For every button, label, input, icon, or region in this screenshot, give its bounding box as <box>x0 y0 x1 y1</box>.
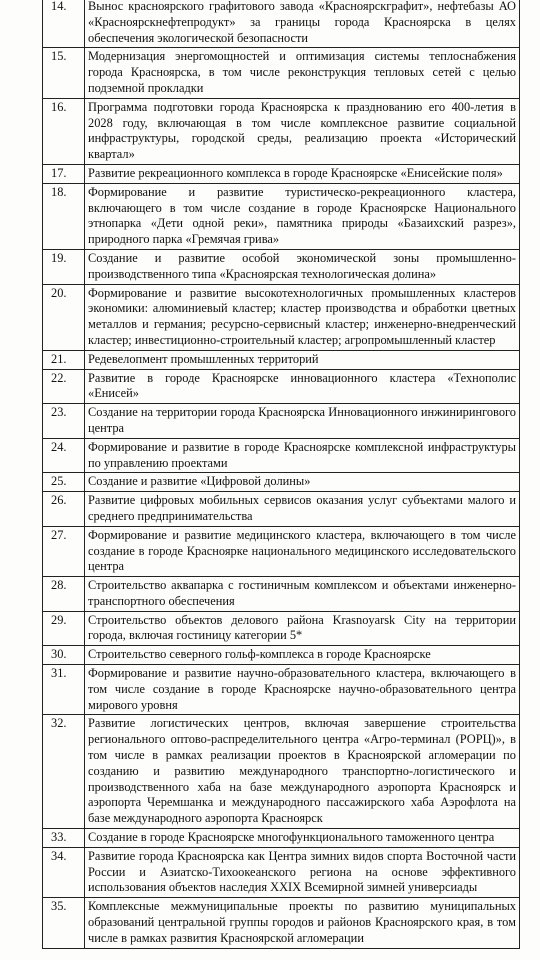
row-number: 19. <box>43 249 85 284</box>
table-row <box>43 665 520 715</box>
table-row <box>43 473 520 492</box>
row-number: 29. <box>43 611 85 646</box>
row-text: Модернизация энергомощностей и оптимизация системы теплоснабжения города Красноярска, в том числе реконструкция тепловых сетей с целью подземной прокладки <box>85 48 520 98</box>
table-row <box>43 847 520 897</box>
row-number: 34. <box>43 847 85 897</box>
row-number: 16. <box>43 98 85 164</box>
row-text: Создание и развитие особой экономической зоны промышленно-производственного типа «Красноярская технологическая долина» <box>85 249 520 284</box>
row-text: Развитие города Красноярска как Центра зимних видов спорта Восточной части России и Азиатско-Тихоокеанского региона на основе эффективного использования объектов наследия XXIX Всемирной зимней универсиады <box>85 847 520 897</box>
row-number: 21. <box>43 350 85 369</box>
table-row <box>43 577 520 612</box>
row-number: 22. <box>43 369 85 404</box>
row-number: 23. <box>43 404 85 439</box>
projects-table-body <box>43 0 520 948</box>
row-text: Редевелопмент промышленных территорий <box>85 350 520 369</box>
table-row <box>43 611 520 646</box>
row-text: Комплексные межмуниципальные проекты по развитию муниципальных образований центральной группы городов и районов Красноярского края, в том числе в рамках развития Красноярской агломерации <box>85 898 520 948</box>
row-number: 17. <box>43 164 85 183</box>
row-text: Формирование и развитие в городе Красноярске комплексной инфраструктуры по управлению проектами <box>85 438 520 473</box>
row-number: 32. <box>43 715 85 829</box>
row-text: Развитие рекреационного комплекса в городе Красноярске «Енисейские поля» <box>85 164 520 183</box>
row-text: Вынос красноярского графитового завода «Красноярскграфит», нефтебазы АО «Красноярскнефтепродукт» за границы города Красноярска в целях обеспечения экологической безопасности <box>85 0 520 48</box>
row-number: 31. <box>43 665 85 715</box>
row-text: Развитие цифровых мобильных сервисов оказания услуг субъектами малого и среднего предпринимательства <box>85 492 520 527</box>
table-row <box>43 183 520 249</box>
table-row <box>43 715 520 829</box>
row-text: Строительство аквапарка с гостиничным комплексом и объектами инженерно-транспортного обеспечения <box>85 577 520 612</box>
row-text: Программа подготовки города Красноярска к празднованию его 400-летия в 2028 году, включающая в том числе комплексное развитие социальной инфраструктуры, городской среды, реализацию проекта «Исторический квартал» <box>85 98 520 164</box>
table-row <box>43 164 520 183</box>
row-text: Создание в городе Красноярске многофункционального таможенного центра <box>85 829 520 848</box>
row-text: Строительство северного гольф-комплекса в городе Красноярске <box>85 646 520 665</box>
table-row <box>43 646 520 665</box>
row-number: 25. <box>43 473 85 492</box>
table-row <box>43 284 520 350</box>
row-number: 30. <box>43 646 85 665</box>
row-number: 18. <box>43 183 85 249</box>
row-number: 35. <box>43 898 85 948</box>
table-row <box>43 438 520 473</box>
row-text: Создание и развитие «Цифровой долины» <box>85 473 520 492</box>
row-number: 26. <box>43 492 85 527</box>
row-number: 20. <box>43 284 85 350</box>
row-text: Формирование и развитие научно-образовательного кластера, включающего в том числе создание в городе Красноярске научно-образовательного центра мирового уровня <box>85 665 520 715</box>
table-row <box>43 350 520 369</box>
table-row <box>43 98 520 164</box>
projects-table <box>42 0 520 949</box>
row-number: 15. <box>43 48 85 98</box>
table-row <box>43 369 520 404</box>
table-row <box>43 898 520 948</box>
row-text: Формирование и развитие медицинского кластера, включающего в том числе создание в городе Красноярке национального медицинского исследовательского центра <box>85 526 520 576</box>
row-number: 28. <box>43 577 85 612</box>
table-row <box>43 0 520 48</box>
table-row <box>43 404 520 439</box>
table-row <box>43 249 520 284</box>
table-row <box>43 526 520 576</box>
table-row <box>43 492 520 527</box>
row-number: 24. <box>43 438 85 473</box>
row-number: 27. <box>43 526 85 576</box>
row-number: 33. <box>43 829 85 848</box>
table-row <box>43 48 520 98</box>
row-text: Развитие логистических центров, включая завершение строительства регионального оптово-распределительного центра «Агро-терминал (РОРЦ)», в том числе в рамках реализации проектов в Красноярской агломерации по созданию и развитию международного транспортно-логистического и производственного хаба на базе международного аэропорта Красноярск и аэропорта Черемшанка и международного пассажирского хаба Аэрофлота на базе международного аэропорта Красноярск <box>85 715 520 829</box>
row-text: Развитие в городе Красноярске инновационного кластера «Технополис «Енисей» <box>85 369 520 404</box>
table-row <box>43 829 520 848</box>
row-text: Формирование и развитие туристическо-рекреационного кластера, включающего в том числе создание в городе Красноярске Национального этнопарка «Дети одной реки», памятника природы «Базаихский разрез», природного парка «Гремячая грива» <box>85 183 520 249</box>
row-text: Формирование и развитие высокотехнологичных промышленных кластеров экономики: алюминиевый кластер; кластер производства и обработки цветных металлов и германия; ресурсно-сервисный кластер; инженерно-внедренческий кластер; инвестиционно-строительный кластер; агропромышленный кластер <box>85 284 520 350</box>
row-text: Строительство объектов делового района Krasnoyarsk City на территории города, включая гостиницу категории 5* <box>85 611 520 646</box>
row-text: Создание на территории города Красноярска Инновационного инжинирингового центра <box>85 404 520 439</box>
row-number: 14. <box>43 0 85 48</box>
